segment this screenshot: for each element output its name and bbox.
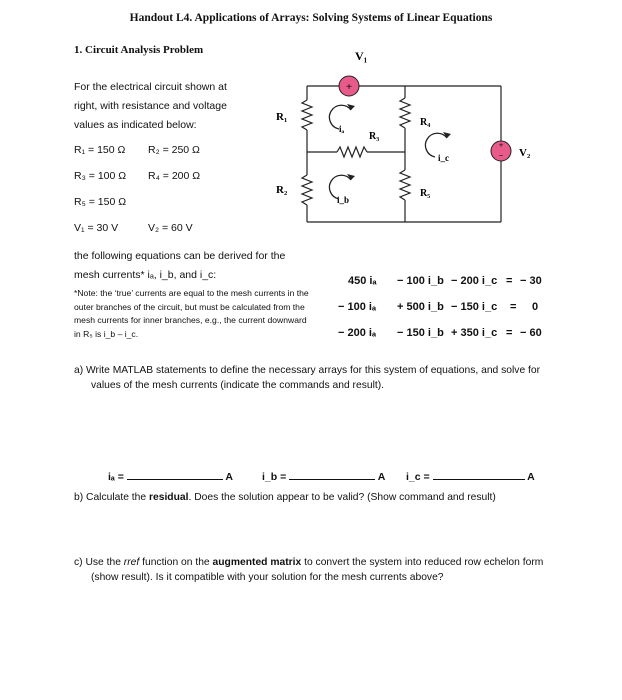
eq1-equals: = [506,275,513,287]
v2-polarity-minus: − [498,151,504,160]
question-b-rest: . Does the solution appear to be valid? (Show command and result) [188,492,496,503]
label-ia: iₐ [339,124,345,134]
question-a: a) Write MATLAB statements to define the necessary arrays for this system of equations, and solve for values of the mesh currents (indicate the commands and result). [74,365,541,391]
label-ic: i_c [438,153,449,163]
answer-ia-unit: A [225,471,233,483]
answer-ib-row [262,470,385,483]
value-r4: R₄ = 200 Ω [148,170,201,182]
answer-ic-unit: A [527,471,535,483]
label-r4: R₄ [420,117,431,128]
answer-ic-label: i_c = [406,471,430,483]
eq2-a: − 100 iₐ [338,301,377,313]
question-c-function: rref [123,557,140,568]
answer-ic-row [406,470,535,483]
mesh-note: *Note: the ‘true’ currents are equal to the mesh currents in the outer branches of the circuit, but must be calculated from the mesh currents for inner branches, e.g., the current downward in R₅ is i_b – i_c. [74,288,309,339]
label-r5: R₅ [420,188,431,199]
resistor-r3 [337,147,367,157]
intro-line-2: right, with resistance and voltage [74,100,227,112]
eq1-b: − 100 i_b [397,275,444,287]
label-ib: i_b [337,195,350,205]
resistor-r4 [400,98,410,128]
question-c [74,555,571,585]
answer-ib-blank[interactable] [289,470,375,480]
label-v2: V₂ [519,147,531,159]
question-b [74,490,564,505]
eq1-a: 450 iₐ [348,275,377,287]
question-c-mid: function on the [139,557,213,568]
eq2-b: + 500 i_b [397,301,444,313]
label-r2: R₂ [276,184,288,196]
eq3-b: − 150 i_b [397,327,444,339]
label-v1: V₁ [355,49,368,63]
value-r1: R₁ = 150 Ω [74,144,126,156]
eq3-a: − 200 iₐ [338,327,377,339]
value-r5: R₅ = 150 Ω [74,196,127,208]
label-r1: R₁ [276,111,288,123]
eq2-rhs: 0 [532,301,539,313]
eq1-c: − 200 i_c [451,275,498,287]
intro-line-1: For the electrical circuit shown at [74,81,227,93]
resistor-r5 [400,170,410,200]
circuit-diagram [265,40,565,250]
intro-line-3: values as indicated below: [74,119,197,131]
page-title: Handout L4. Applications of Arrays: Solving Systems of Linear Equations [129,12,493,24]
value-r3: R₃ = 100 Ω [74,170,127,182]
resistor-r1 [302,100,312,130]
answer-ia-label: iₐ = [108,471,124,483]
v1-polarity: + [345,81,353,93]
answer-ic-blank[interactable] [433,470,525,480]
answer-ib-label: i_b = [262,471,287,483]
label-r3: R₃ [369,131,380,142]
question-c-keyword: augmented matrix [212,557,302,568]
value-v1: V₁ = 30 V [74,222,119,234]
question-b-prefix: b) Calculate the [74,492,149,503]
eq2-c: − 150 i_c [451,301,498,313]
v2-polarity-plus: + [498,141,504,150]
value-v2: V₂ = 60 V [148,222,193,234]
question-c-rest: to convert the system into reduced row echelon form (show result). Is it compatible with your solution for the mesh currents above? [91,557,544,583]
eq2-equals: = [510,301,517,313]
derived-line-2: mesh currents* iₐ, i_b, and i_c: [74,269,217,281]
problem-heading: 1. Circuit Analysis Problem [74,44,204,56]
derived-line-1: the following equations can be derived for the [74,250,286,262]
answer-ia-row [108,470,233,483]
answer-ia-blank[interactable] [127,470,223,480]
question-b-keyword: residual [148,492,189,503]
resistor-r2 [302,175,312,205]
question-c-prefix: c) Use the [74,557,124,568]
answer-ib-unit: A [377,471,386,483]
eq1-rhs: − 30 [520,275,542,287]
value-r2: R₂ = 250 Ω [148,144,200,156]
eq3-rhs: − 60 [520,327,542,339]
eq3-c: + 350 i_c [451,327,498,339]
eq3-equals: = [506,327,513,339]
